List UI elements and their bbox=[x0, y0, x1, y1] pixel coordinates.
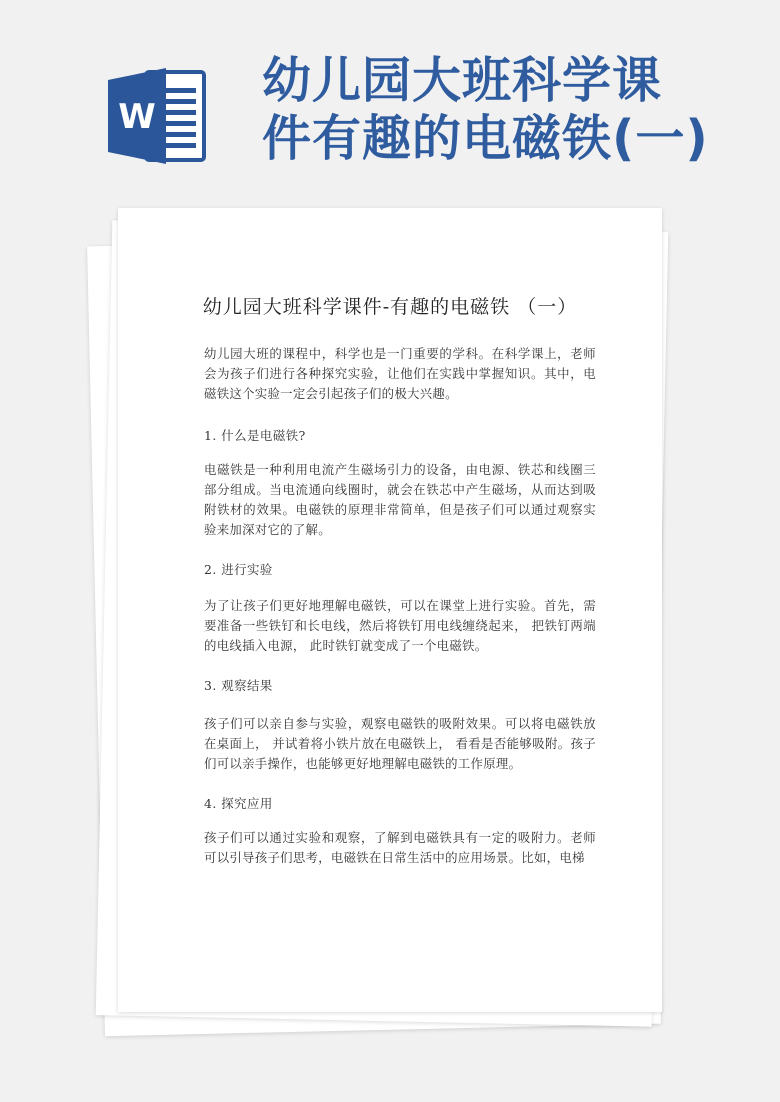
intro-paragraph: 幼儿园大班的课程中，科学也是一门重要的学科。在科学课上，老师会为孩子们进行各种探究实验，让他们在实践中掌握知识。其中，电磁铁这个实验一定会引起孩子们的极大兴趣。 bbox=[204, 346, 596, 401]
word-icon bbox=[108, 68, 208, 164]
section-body-3: 孩子们可以亲自参与实验，观察电磁铁的吸附效果。可以将电磁铁放在桌面上， 并试着将小铁片放在电磁铁上， 看看是否能够吸附。孩子们可以亲手操作，也能够更好地理解电磁铁的工作原理。 bbox=[204, 716, 596, 771]
section-heading-3: 3. 观察结果 bbox=[204, 678, 273, 693]
page-headline bbox=[262, 52, 762, 168]
section-body-2: 为了让孩子们更好地理解电磁铁，可以在课堂上进行实验。首先，需要准备一些铁钉和长电线，然后将铁钉用电线缠绕起来， 把铁钉两端的电线插入电源， 此时铁钉就变成了一个电磁铁。 bbox=[204, 598, 596, 653]
section-heading-4: 4. 探究应用 bbox=[204, 796, 273, 811]
section-body-1: 电磁铁是一种利用电流产生磁场引力的设备，由电源、铁芯和线圈三部分组成。当电流通向线圈时，就会在铁芯中产生磁场，从而达到吸附铁材的效果。电磁铁的原理非常简单，但是孩子们可以通过观察实验来加深对它的了解。 bbox=[204, 462, 596, 537]
document-title: 幼儿园大班科学课件-有趣的电磁铁 （一） bbox=[202, 296, 578, 318]
document-page bbox=[118, 208, 662, 1012]
svg-text:W: W bbox=[118, 97, 156, 137]
headline-line-2: 件有趣的电磁铁(一) bbox=[262, 110, 709, 167]
section-heading-1: 1. 什么是电磁铁? bbox=[204, 428, 306, 443]
section-heading-2: 2. 进行实验 bbox=[204, 562, 273, 577]
headline-line-1: 幼儿园大班科学课 bbox=[262, 52, 663, 109]
section-body-4: 孩子们可以通过实验和观察，了解到电磁铁具有一定的吸附力。老师可以引导孩子们思考，电磁铁在日常生活中的应用场景。比如，电梯 bbox=[204, 830, 596, 865]
